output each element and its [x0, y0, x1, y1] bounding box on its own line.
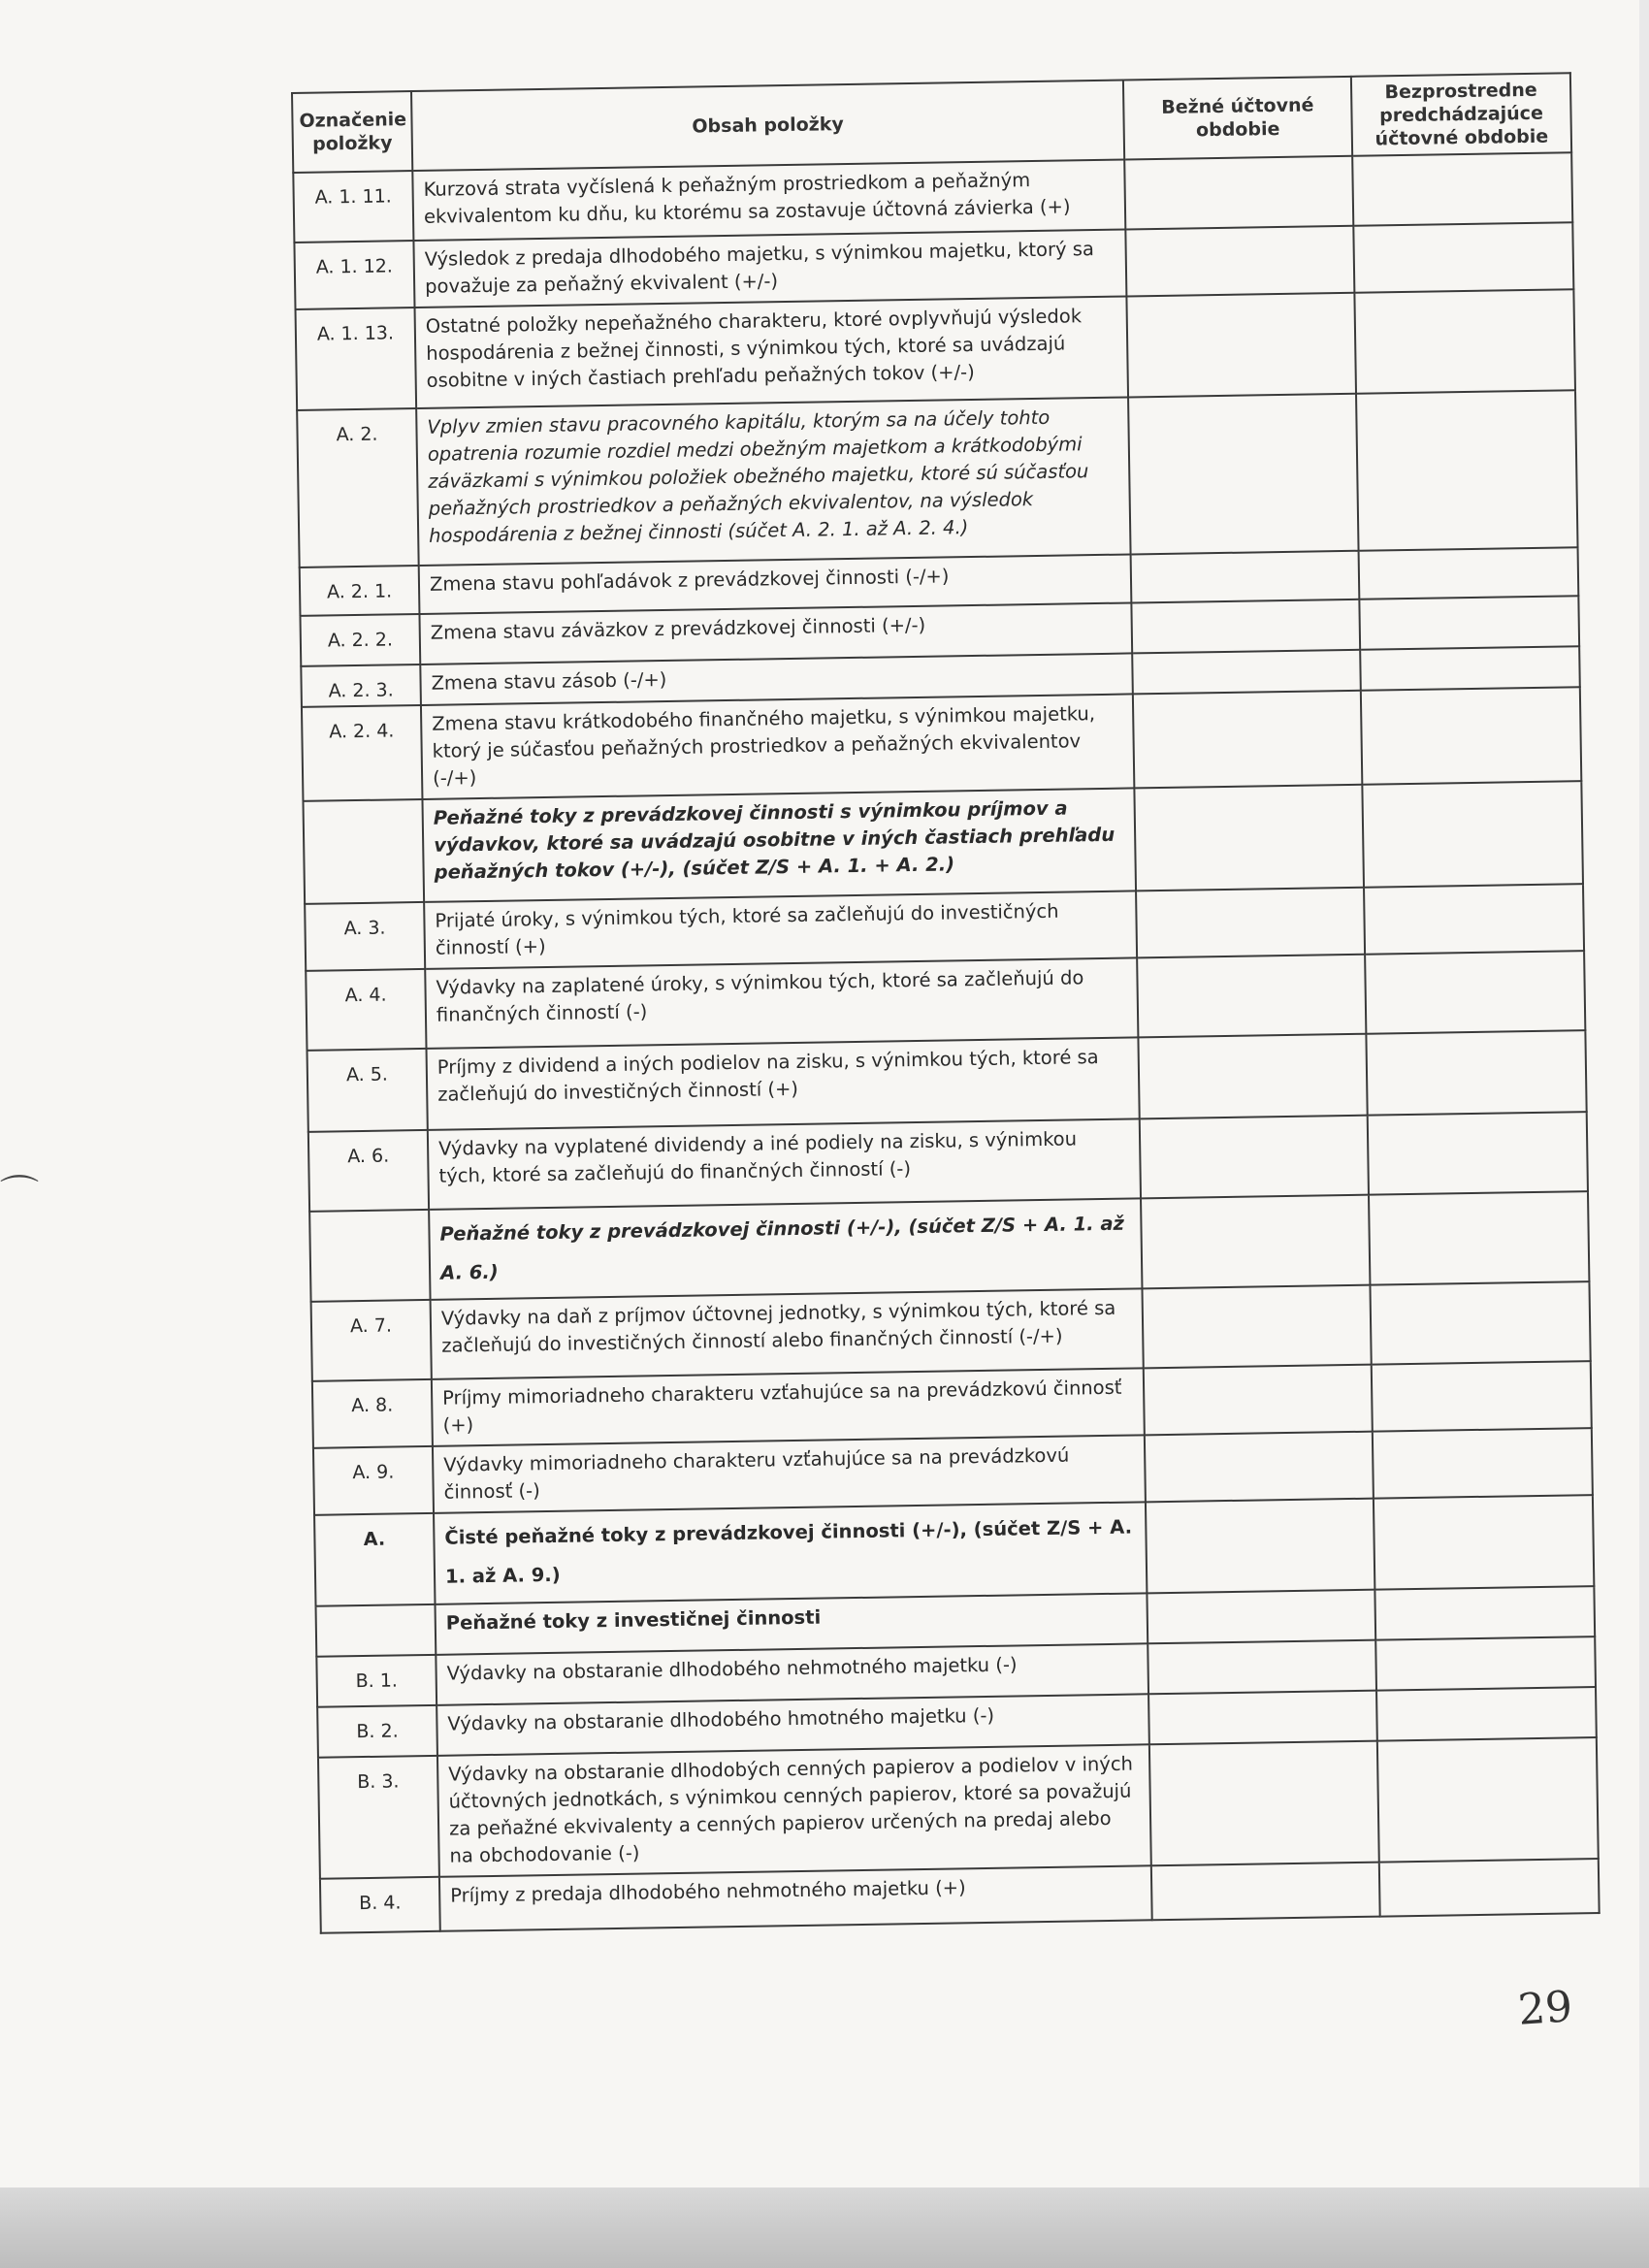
value-previous[interactable] [1375, 1636, 1596, 1691]
row-code [303, 799, 424, 904]
value-previous[interactable] [1369, 1191, 1589, 1285]
row-text: Zmena stavu zásob (-/+) [420, 653, 1133, 705]
row-text: Prijaté úroky, s výnimkou tých, ktoré sa začleňujú do investičných činností (+) [424, 891, 1137, 969]
row-code: A. [314, 1513, 435, 1606]
row-text: Výdavky na obstaranie dlhodobého nehmotného majetku (-) [436, 1643, 1148, 1705]
row-code: A. 2. 4. [302, 705, 423, 801]
margin-tick-mark: ⌒ [0, 1173, 39, 1217]
value-previous[interactable] [1376, 1687, 1597, 1741]
value-current[interactable] [1133, 691, 1362, 789]
value-current[interactable] [1134, 785, 1364, 891]
row-text: Zmena stavu krátkodobého finančného majetku, s výnimkou majetku, ktorý je súčasťou peňažných prostriedkov a peňažných ekvivalentov (-/+) [421, 694, 1134, 799]
row-code: A. 3. [305, 902, 425, 971]
value-current[interactable] [1125, 226, 1354, 297]
value-current[interactable] [1132, 650, 1361, 695]
row-code: A. 1. 11. [293, 171, 413, 243]
value-current[interactable] [1145, 1432, 1374, 1503]
table-row-subtotal [303, 781, 1583, 904]
row-text: Výdavky na obstaranie dlhodobého hmotného majetku (-) [436, 1694, 1149, 1756]
row-code: A. 1. 12. [294, 241, 414, 309]
value-previous[interactable] [1366, 1030, 1586, 1116]
value-current[interactable] [1142, 1285, 1371, 1369]
row-code: A. 2. [297, 408, 419, 567]
row-code: A. 6. [308, 1130, 429, 1212]
row-text: Peňažné toky z prevádzkovej činnosti s výnimkou príjmov a výdavkov, ktoré sa uvádzajú osobitne v iných častiach prehľadu peňažných tokov (+/-), (súčet Z/S + A. 1. + A. 2.) [422, 788, 1136, 902]
row-text: Čisté peňažné toky z prevádzkovej činnosti (+/-), (súčet Z/S + A. 1. až A. 9.) [434, 1502, 1147, 1604]
value-previous[interactable] [1353, 222, 1573, 293]
row-text: Peňažné toky z prevádzkovej činnosti (+/-), (súčet Z/S + A. 1. až A. 6.) [429, 1198, 1142, 1300]
row-text: Zmena stavu záväzkov z prevádzkovej činnosti (+/-) [419, 602, 1132, 664]
row-text: Výdavky na vyplatené dividendy a iné podiely na zisku, s výnimkou tých, ktoré sa začleňujú do finančných činností (-) [428, 1118, 1141, 1210]
header-current-period: Bežné účtovné obdobie [1123, 77, 1352, 160]
header-code: Označenie položky [292, 91, 412, 173]
value-previous[interactable] [1377, 1737, 1599, 1863]
value-previous[interactable] [1374, 1586, 1595, 1640]
value-current[interactable] [1124, 156, 1353, 230]
table-row [318, 1737, 1599, 1879]
value-current[interactable] [1141, 1195, 1370, 1289]
row-text: Peňažné toky z investičnej činnosti [436, 1593, 1148, 1655]
value-current[interactable] [1140, 1116, 1369, 1199]
cash-flow-sheet [291, 72, 1599, 1933]
value-current[interactable] [1151, 1863, 1380, 1921]
row-code: B. 2. [317, 1705, 437, 1758]
scan-edge-bottom [0, 2187, 1649, 2268]
table-row [296, 289, 1575, 410]
value-previous[interactable] [1374, 1495, 1594, 1590]
value-previous[interactable] [1379, 1859, 1600, 1917]
row-text: Výdavky mimoriadneho charakteru vzťahujúce sa na prevádzkovú činnosť (-) [433, 1435, 1146, 1513]
scan-edge-right [1639, 0, 1649, 2187]
value-previous[interactable] [1368, 1112, 1588, 1195]
value-previous[interactable] [1354, 289, 1575, 394]
row-code: A. 2. 1. [300, 566, 420, 616]
row-text: Výdavky na daň z príjmov účtovnej jednotky, s výnimkou tých, ktoré sa začleňujú do investičných činností alebo finančných činností (-/+) [431, 1288, 1144, 1379]
row-code [316, 1604, 436, 1657]
row-text: Príjmy z predaja dlhodobého nehmotného majetku (+) [439, 1865, 1152, 1931]
cash-flow-table [291, 72, 1600, 1933]
value-current[interactable] [1128, 394, 1359, 555]
page-number: 29 [1516, 1982, 1574, 2035]
value-previous[interactable] [1361, 687, 1581, 785]
value-previous[interactable] [1364, 884, 1584, 955]
header-content: Obsah položky [411, 81, 1124, 172]
value-previous[interactable] [1359, 547, 1579, 599]
value-previous[interactable] [1365, 951, 1585, 1034]
value-current[interactable] [1148, 1640, 1376, 1695]
row-text: Vplyv zmien stavu pracovného kapitálu, ktorým sa na účely tohto opatrenia rozumie rozdiel medzi obežným majetkom a krátkodobými záväzkami s výnimkou položiek obežného majetku, ktoré sú súčasťou peňažných prostriedkov a peňažných ekvivalentov, na výsledok hospodárenia z bežnej činnosti (súčet A. 2. 1. až A. 2. 4.) [416, 397, 1130, 566]
value-current[interactable] [1131, 551, 1360, 603]
row-code: A. 4. [306, 969, 426, 1051]
row-code: A. 2. 3. [301, 664, 421, 707]
value-current[interactable] [1146, 1499, 1374, 1594]
value-current[interactable] [1138, 1034, 1367, 1119]
value-previous[interactable] [1370, 1281, 1590, 1365]
header-previous-period: Bezprostredne predchádzajúce účtovné obdobie [1351, 73, 1571, 156]
value-current[interactable] [1147, 1590, 1375, 1644]
row-text: Výdavky na zaplatené úroky, s výnimkou tých, ktoré sa začleňujú do finančných činností (-) [425, 957, 1138, 1049]
value-current[interactable] [1131, 599, 1360, 654]
table-row [297, 390, 1577, 567]
row-code [309, 1210, 430, 1302]
row-code: A. 8. [312, 1379, 433, 1448]
row-text: Ostatné položky nepeňažného charakteru, ktoré ovplyvňujú výsledok hospodárenia z bežnej činnosti, s výnimkou tých, ktoré sa uvádzajú osobitne v iných častiach prehľadu peňažných tokov (+/-) [415, 296, 1129, 408]
value-previous[interactable] [1362, 781, 1583, 888]
row-code: A. 5. [307, 1049, 428, 1132]
row-code: A. 9. [313, 1446, 434, 1515]
value-previous[interactable] [1352, 152, 1572, 226]
value-previous[interactable] [1359, 596, 1579, 650]
row-text: Zmena stavu pohľadávok z prevádzkovej činnosti (-/+) [419, 554, 1132, 614]
value-previous[interactable] [1373, 1428, 1593, 1499]
value-current[interactable] [1137, 955, 1366, 1038]
row-text: Kurzová strata vyčíslená k peňažným prostriedkom a peňažným ekvivalentom ku dňu, ku ktorému sa zostavuje účtovná závierka (+) [412, 160, 1125, 242]
row-text: Príjmy mimoriadneho charakteru vzťahujúce sa na prevádzkovú činnosť (+) [432, 1368, 1145, 1446]
value-current[interactable] [1126, 293, 1356, 398]
row-code: A. 2. 2. [300, 614, 420, 666]
value-previous[interactable] [1360, 646, 1580, 691]
value-previous[interactable] [1356, 390, 1578, 551]
row-code: A. 1. 13. [296, 308, 417, 410]
row-text: Výsledok z predaja dlhodobého majetku, s výnimkou majetku, ktorý sa považuje za peňažný ekvivalent (+/-) [413, 230, 1126, 308]
value-current[interactable] [1148, 1691, 1377, 1745]
value-current[interactable] [1136, 888, 1365, 958]
row-code: B. 3. [318, 1756, 439, 1879]
value-previous[interactable] [1372, 1361, 1592, 1432]
row-code: A. 7. [311, 1300, 432, 1381]
row-code: B. 1. [316, 1655, 436, 1707]
row-text: Výdavky na obstaranie dlhodobých cenných papierov a podielov v iných účtovných jednotkách, s výnimkou cenných papierov, ktoré sa považujú za peňažné ekvivalenty a cenných papierov určených na predaj alebo na obchodovanie (-) [437, 1744, 1151, 1877]
value-current[interactable] [1144, 1365, 1373, 1436]
value-current[interactable] [1149, 1741, 1379, 1866]
row-text: Príjmy z dividend a iných podielov na zisku, s výnimkou tých, ktoré sa začleňujú do investičných činností (+) [427, 1037, 1140, 1130]
row-code: B. 4. [320, 1877, 440, 1933]
